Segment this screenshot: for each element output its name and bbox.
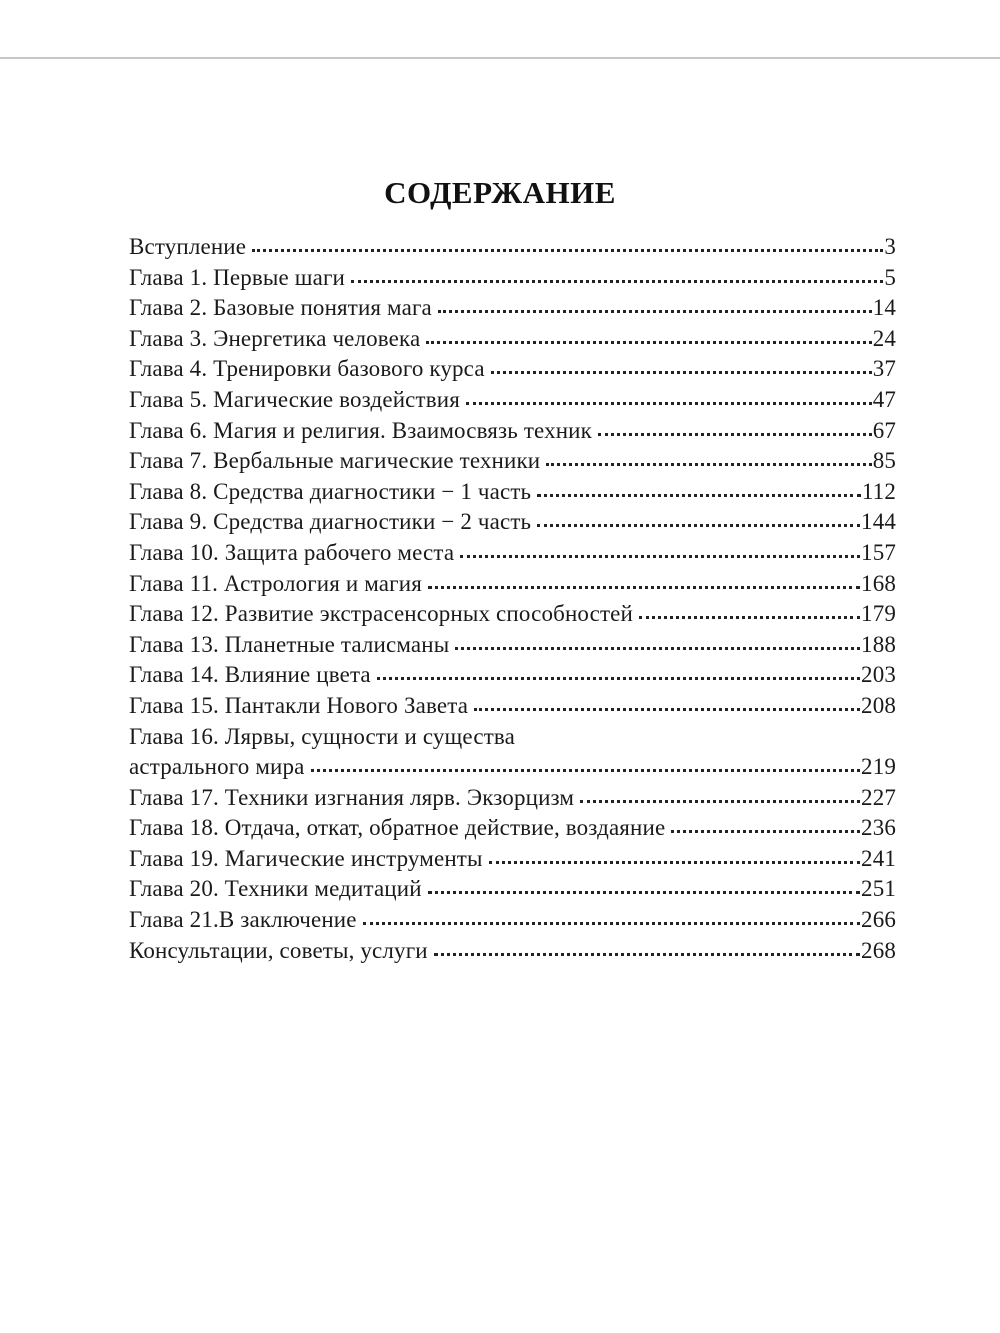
- dot-leader: [598, 433, 872, 436]
- toc-entry[interactable]: [129, 446, 896, 477]
- toc-page-number: 67: [872, 417, 896, 443]
- toc-entry-title: Глава 4. Тренировки базового курса: [129, 356, 485, 382]
- dot-leader: [671, 830, 860, 833]
- toc-page-number: 14: [872, 295, 896, 321]
- page-top-divider: [0, 57, 1000, 59]
- toc-entry-title: Вступление: [129, 234, 247, 259]
- toc-entry-title-continuation: астрального мира: [129, 754, 305, 780]
- toc-page-number: 157: [861, 539, 896, 565]
- dot-leader: [489, 861, 860, 864]
- dot-leader: [428, 891, 860, 894]
- toc-entry[interactable]: [129, 293, 896, 324]
- toc-page-number: 266: [861, 907, 896, 933]
- toc-page-number: 268: [861, 937, 896, 963]
- toc-entry-title: Глава 2. Базовые понятия мага: [129, 295, 432, 321]
- toc-entry[interactable]: [129, 354, 896, 385]
- dot-leader: [537, 494, 861, 497]
- dot-leader: [252, 249, 883, 252]
- dot-leader: [426, 341, 871, 344]
- dot-leader: [580, 800, 860, 803]
- dot-leader: [546, 463, 871, 466]
- dot-leader: [377, 677, 860, 680]
- toc-page-number: 236: [861, 815, 896, 841]
- toc-page-number: 241: [861, 845, 896, 871]
- toc-entry-title: Глава 3. Энергетика человека: [129, 325, 421, 351]
- toc-entry-title: Глава 14. Влияние цвета: [129, 662, 371, 688]
- toc-entry[interactable]: [129, 874, 896, 905]
- toc-page-number: 47: [872, 386, 896, 412]
- dot-leader: [537, 524, 860, 527]
- toc-page-number: 251: [861, 876, 896, 902]
- toc-entry[interactable]: [129, 232, 896, 263]
- toc-entry[interactable]: [129, 905, 896, 936]
- toc-page-number: 227: [861, 784, 896, 810]
- toc-entry-title: Глава 9. Средства диагностики − 2 часть: [129, 509, 532, 535]
- toc-page-number: 208: [861, 692, 896, 718]
- toc-page-number: 144: [861, 509, 896, 535]
- dot-leader: [438, 310, 872, 313]
- toc-entry[interactable]: [129, 569, 896, 600]
- dot-leader: [474, 708, 860, 711]
- toc-page-number: 112: [861, 478, 896, 504]
- toc-entry[interactable]: [129, 263, 896, 294]
- toc-entry-title: Глава 11. Астрология и магия: [129, 570, 422, 596]
- toc-entry-title: Глава 19. Магические инструменты: [129, 845, 483, 871]
- toc-entry[interactable]: [129, 783, 896, 814]
- dot-leader: [351, 280, 883, 283]
- toc-entry-title: Глава 5. Магические воздействия: [129, 386, 460, 412]
- toc-entry-title: Глава 10. Защита рабочего места: [129, 539, 455, 565]
- dot-leader: [428, 586, 860, 589]
- toc-entry-title: Глава 17. Техники изгнания лярв. Экзорцизм: [129, 784, 575, 810]
- toc-entry[interactable]: [129, 936, 896, 967]
- toc-entry[interactable]: [129, 630, 896, 661]
- toc-entry[interactable]: [129, 324, 896, 355]
- table-of-contents: [129, 232, 896, 966]
- dot-leader: [466, 402, 872, 405]
- toc-entry[interactable]: [129, 691, 896, 722]
- toc-page-number: 3: [884, 234, 896, 259]
- toc-entry[interactable]: [129, 844, 896, 875]
- toc-entry[interactable]: [129, 477, 896, 508]
- toc-page-number: 168: [861, 570, 896, 596]
- toc-entry[interactable]: [129, 538, 896, 569]
- toc-page-number: 24: [872, 325, 896, 351]
- toc-page-number: 179: [861, 601, 896, 627]
- toc-entry[interactable]: [129, 416, 896, 447]
- toc-entry-title: Глава 16. Лярвы, сущности и существа: [129, 723, 515, 749]
- dot-leader: [460, 555, 860, 558]
- page-title: СОДЕРЖАНИЕ: [384, 175, 616, 210]
- toc-page-number: 85: [872, 448, 896, 474]
- toc-entry[interactable]: [129, 660, 896, 691]
- dot-leader: [434, 953, 860, 956]
- dot-leader: [639, 616, 860, 619]
- toc-entry[interactable]: [129, 599, 896, 630]
- toc-page-number: 5: [884, 264, 896, 290]
- toc-entry-title: Глава 12. Развитие экстрасенсорных способностей: [129, 601, 633, 627]
- toc-page-number: 37: [872, 356, 896, 382]
- toc-page-number: 188: [861, 631, 896, 657]
- dot-leader: [363, 922, 860, 925]
- dot-leader: [491, 371, 872, 374]
- toc-page-number: 203: [861, 662, 896, 688]
- toc-entry[interactable]: [129, 752, 896, 783]
- dot-leader: [455, 647, 860, 650]
- toc-entry[interactable]: [129, 507, 896, 538]
- toc-entry-title: Глава 8. Средства диагностики − 1 часть: [129, 478, 532, 504]
- toc-entry[interactable]: [129, 813, 896, 844]
- toc-entry-title: Глава 13. Планетные талисманы: [129, 631, 450, 657]
- toc-entry[interactable]: [129, 385, 896, 416]
- toc-entry-title: Глава 20. Техники медитаций: [129, 876, 422, 902]
- toc-entry-title: Глава 6. Магия и религия. Взаимосвязь техник: [129, 417, 592, 443]
- toc-entry-title: Глава 7. Вербальные магические техники: [129, 448, 541, 474]
- toc-entry-first-line: [129, 722, 896, 753]
- toc-entry-title: Глава 1. Первые шаги: [129, 264, 346, 290]
- toc-entry-title: Глава 15. Пантакли Нового Завета: [129, 692, 469, 718]
- toc-page-number: 219: [861, 754, 896, 780]
- toc-entry-title: Глава 18. Отдача, откат, обратное действие, воздаяние: [129, 815, 666, 841]
- dot-leader: [311, 769, 861, 772]
- toc-entry-title: Консультации, советы, услуги: [129, 937, 428, 963]
- toc-entry-title: Глава 21.В заключение: [129, 907, 357, 933]
